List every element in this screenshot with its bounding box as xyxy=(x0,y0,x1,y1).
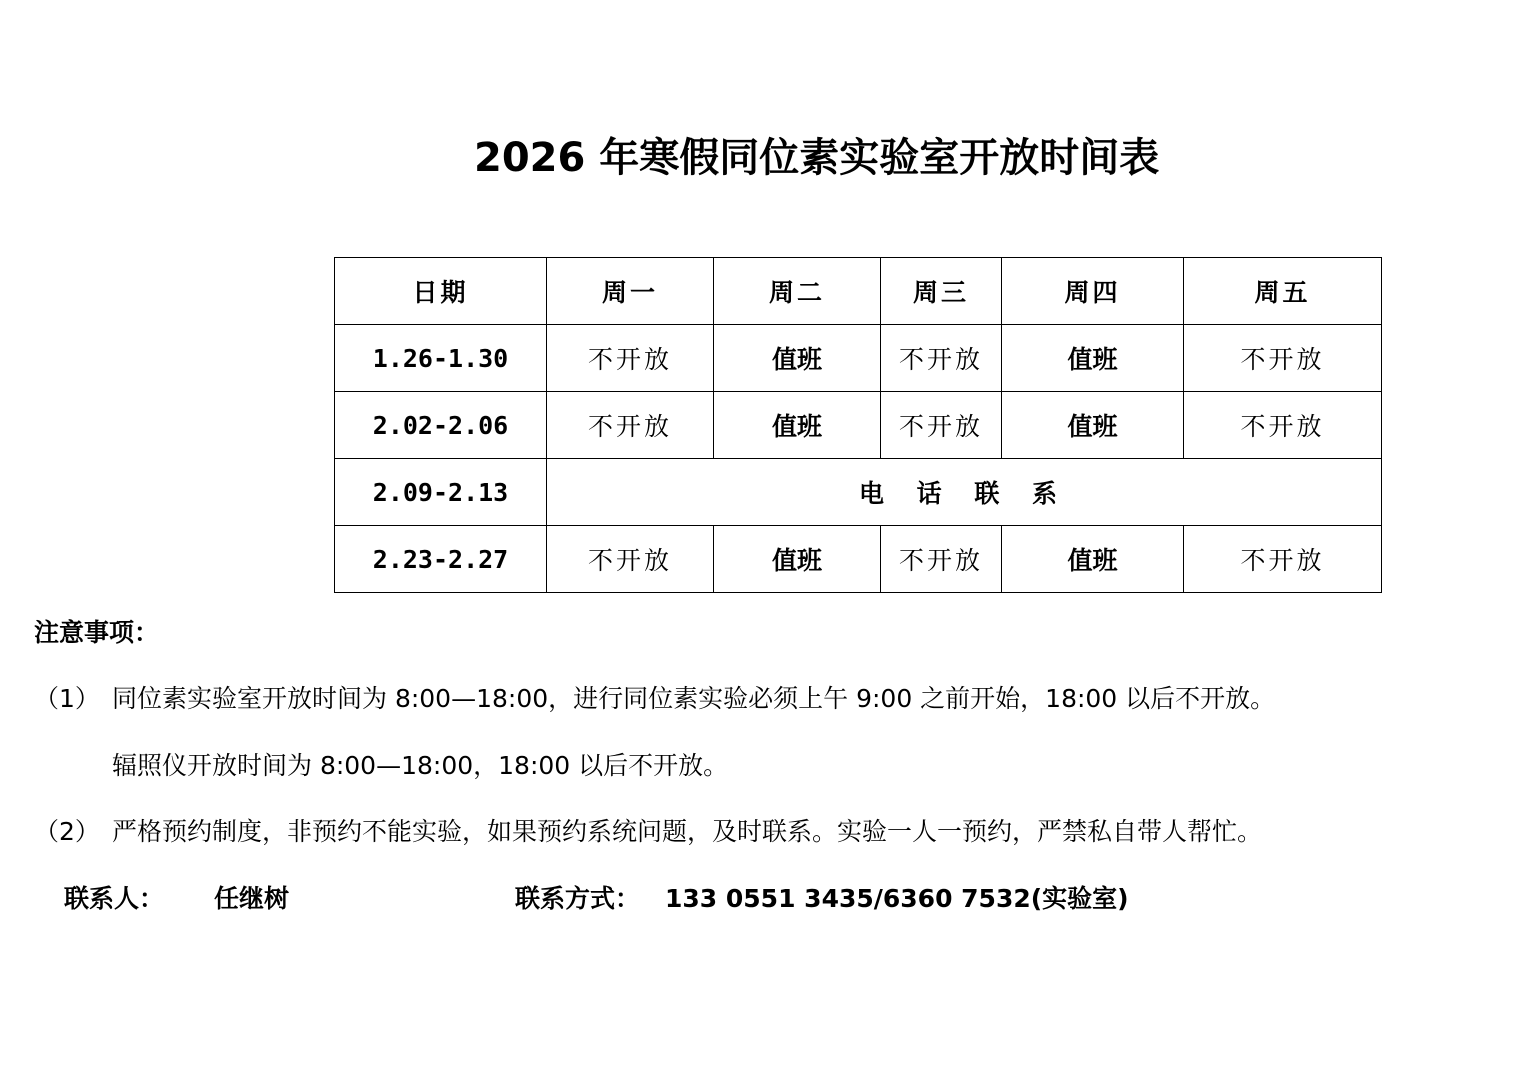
header-tuesday: 周二 xyxy=(714,258,881,325)
note-1-text-continued: 辐照仪开放时间为 8:00—18:00，18:00 以后不开放。 xyxy=(112,751,729,780)
cell-status: 值班 xyxy=(1002,392,1184,459)
table-header-row xyxy=(335,258,1382,325)
cell-status: 值班 xyxy=(714,392,881,459)
cell-status: 不开放 xyxy=(881,325,1002,392)
cell-status: 不开放 xyxy=(1184,392,1382,459)
notes-heading: 注意事项： xyxy=(34,618,160,647)
note-2-number: （2） xyxy=(34,817,100,846)
cell-status: 不开放 xyxy=(881,526,1002,593)
row-date: 2.09-2.13 xyxy=(335,459,547,526)
cell-status: 值班 xyxy=(714,526,881,593)
cell-phone-contact: 电 话 联 系 xyxy=(547,459,1382,526)
cell-status: 不开放 xyxy=(547,325,714,392)
cell-status: 值班 xyxy=(1002,325,1184,392)
contact-method-label: 联系方式： xyxy=(515,884,641,913)
cell-status: 不开放 xyxy=(547,392,714,459)
row-date: 2.23-2.27 xyxy=(335,526,547,593)
page-title: 2026 年寒假同位素实验室开放时间表 xyxy=(474,135,1160,181)
cell-status: 不开放 xyxy=(1184,325,1382,392)
note-1-number: （1） xyxy=(34,684,100,713)
row-date: 1.26-1.30 xyxy=(335,325,547,392)
note-2-text: 严格预约制度，非预约不能实验，如果预约系统问题，及时联系。实验一人一预约，严禁私自带人帮忙。 xyxy=(112,817,1263,846)
contact-person-label: 联系人： xyxy=(64,884,165,913)
contact-person-name: 任继树 xyxy=(214,884,290,913)
header-friday: 周五 xyxy=(1184,258,1382,325)
header-date: 日期 xyxy=(335,258,547,325)
table-row xyxy=(335,526,1382,593)
cell-status: 值班 xyxy=(1002,526,1184,593)
header-wednesday: 周三 xyxy=(881,258,1002,325)
cell-status: 不开放 xyxy=(881,392,1002,459)
table-row xyxy=(335,392,1382,459)
note-1-text: 同位素实验室开放时间为 8:00—18:00，进行同位素实验必须上午 9:00 之前开始，18:00 以后不开放。 xyxy=(112,684,1276,713)
header-thursday: 周四 xyxy=(1002,258,1184,325)
cell-status: 不开放 xyxy=(547,526,714,593)
table-row xyxy=(335,325,1382,392)
contact-method-value: 133 0551 3435/6360 7532(实验室) xyxy=(665,884,1129,913)
header-monday: 周一 xyxy=(547,258,714,325)
table-row xyxy=(335,459,1382,526)
schedule-table xyxy=(334,257,1382,593)
cell-status: 不开放 xyxy=(1184,526,1382,593)
row-date: 2.02-2.06 xyxy=(335,392,547,459)
cell-status: 值班 xyxy=(714,325,881,392)
